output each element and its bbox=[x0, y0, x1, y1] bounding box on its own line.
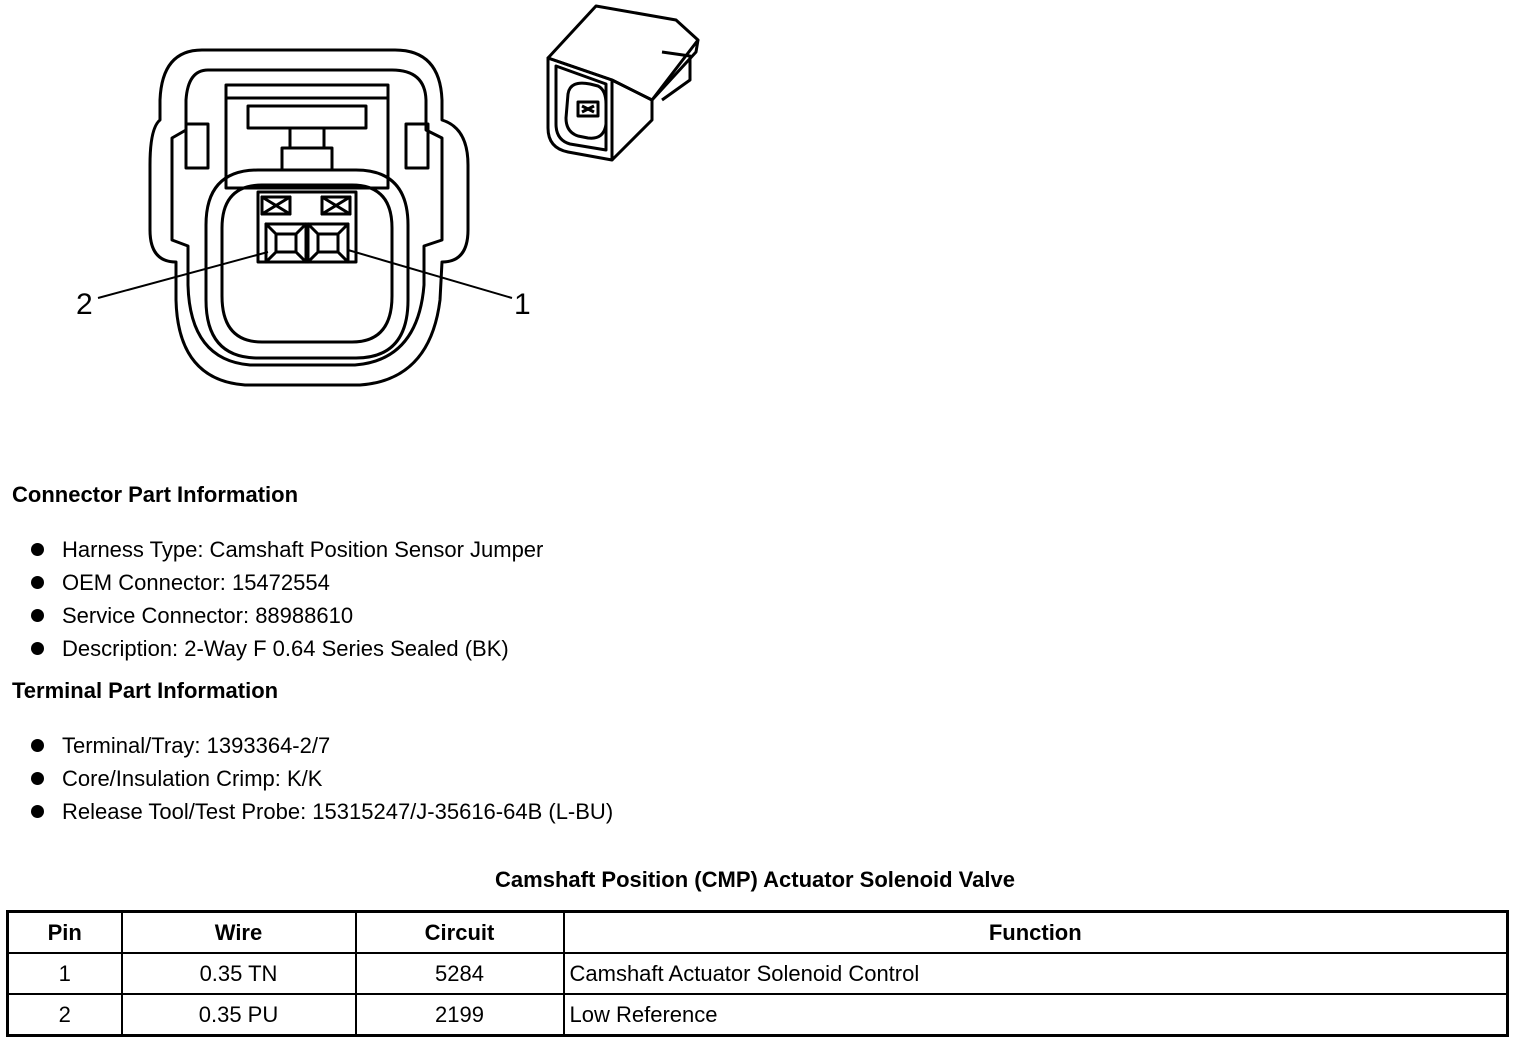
table-header-row bbox=[8, 912, 1508, 954]
list-item-text: OEM Connector: 15472554 bbox=[62, 570, 330, 595]
list-item bbox=[28, 729, 613, 762]
function-cell: Camshaft Actuator Solenoid Control bbox=[564, 953, 1508, 994]
connector-part-information-list bbox=[28, 533, 543, 665]
table-row bbox=[8, 994, 1508, 1036]
list-item bbox=[28, 795, 613, 828]
list-item bbox=[28, 632, 543, 665]
connector-diagram bbox=[0, 0, 720, 420]
list-item bbox=[28, 533, 543, 566]
column-header-pin: Pin bbox=[8, 912, 122, 954]
seal-ring-outer bbox=[206, 170, 408, 358]
bullet-dot-icon bbox=[31, 609, 44, 622]
pin-2-callout: 2 bbox=[76, 288, 93, 321]
pin-cell: 2 bbox=[8, 994, 122, 1036]
bullet-dot-icon bbox=[31, 576, 44, 589]
list-item-text: Description: 2-Way F 0.64 Series Sealed (BK) bbox=[62, 636, 509, 661]
bullet-dot-icon bbox=[31, 805, 44, 818]
table-row bbox=[8, 953, 1508, 994]
list-item bbox=[28, 566, 543, 599]
bullet-dot-icon bbox=[31, 642, 44, 655]
latch-frame bbox=[226, 85, 388, 188]
pin-1-leader-line bbox=[348, 250, 512, 298]
circuit-cell: 5284 bbox=[356, 953, 564, 994]
bullet-dot-icon bbox=[31, 772, 44, 785]
pin-cell: 1 bbox=[8, 953, 122, 994]
list-item bbox=[28, 599, 543, 632]
column-header-wire: Wire bbox=[122, 912, 356, 954]
terminal-part-information-list bbox=[28, 729, 613, 828]
bullet-dot-icon bbox=[31, 739, 44, 752]
function-cell: Low Reference bbox=[564, 994, 1508, 1036]
list-item-text: Harness Type: Camshaft Position Sensor Jumper bbox=[62, 537, 544, 562]
left-lock-tab bbox=[186, 124, 208, 168]
list-item-text: Service Connector: 88988610 bbox=[62, 603, 354, 628]
wire-cell: 0.35 PU bbox=[122, 994, 356, 1036]
list-item-text: Core/Insulation Crimp: K/K bbox=[62, 766, 323, 791]
column-header-function: Function bbox=[564, 912, 1508, 954]
circuit-cell: 2199 bbox=[356, 994, 564, 1036]
connector-isometric-view bbox=[548, 6, 698, 160]
pinout-table-title: Camshaft Position (CMP) Actuator Solenoid Valve bbox=[495, 867, 1015, 892]
list-item-text: Terminal/Tray: 1393364-2/7 bbox=[62, 733, 331, 758]
pin-2-leader-line bbox=[98, 252, 268, 298]
connector-part-information-heading: Connector Part Information bbox=[12, 482, 299, 507]
connector-inner-outline bbox=[172, 70, 442, 365]
pin-1-callout: 1 bbox=[514, 288, 531, 321]
list-item bbox=[28, 762, 613, 795]
pinout-table bbox=[6, 910, 1509, 1037]
list-item-text: Release Tool/Test Probe: 15315247/J-35616-64B (L-BU) bbox=[62, 799, 614, 824]
bullet-dot-icon bbox=[31, 543, 44, 556]
column-header-circuit: Circuit bbox=[356, 912, 564, 954]
terminal-part-information-heading: Terminal Part Information bbox=[12, 678, 279, 703]
wire-cell: 0.35 TN bbox=[122, 953, 356, 994]
